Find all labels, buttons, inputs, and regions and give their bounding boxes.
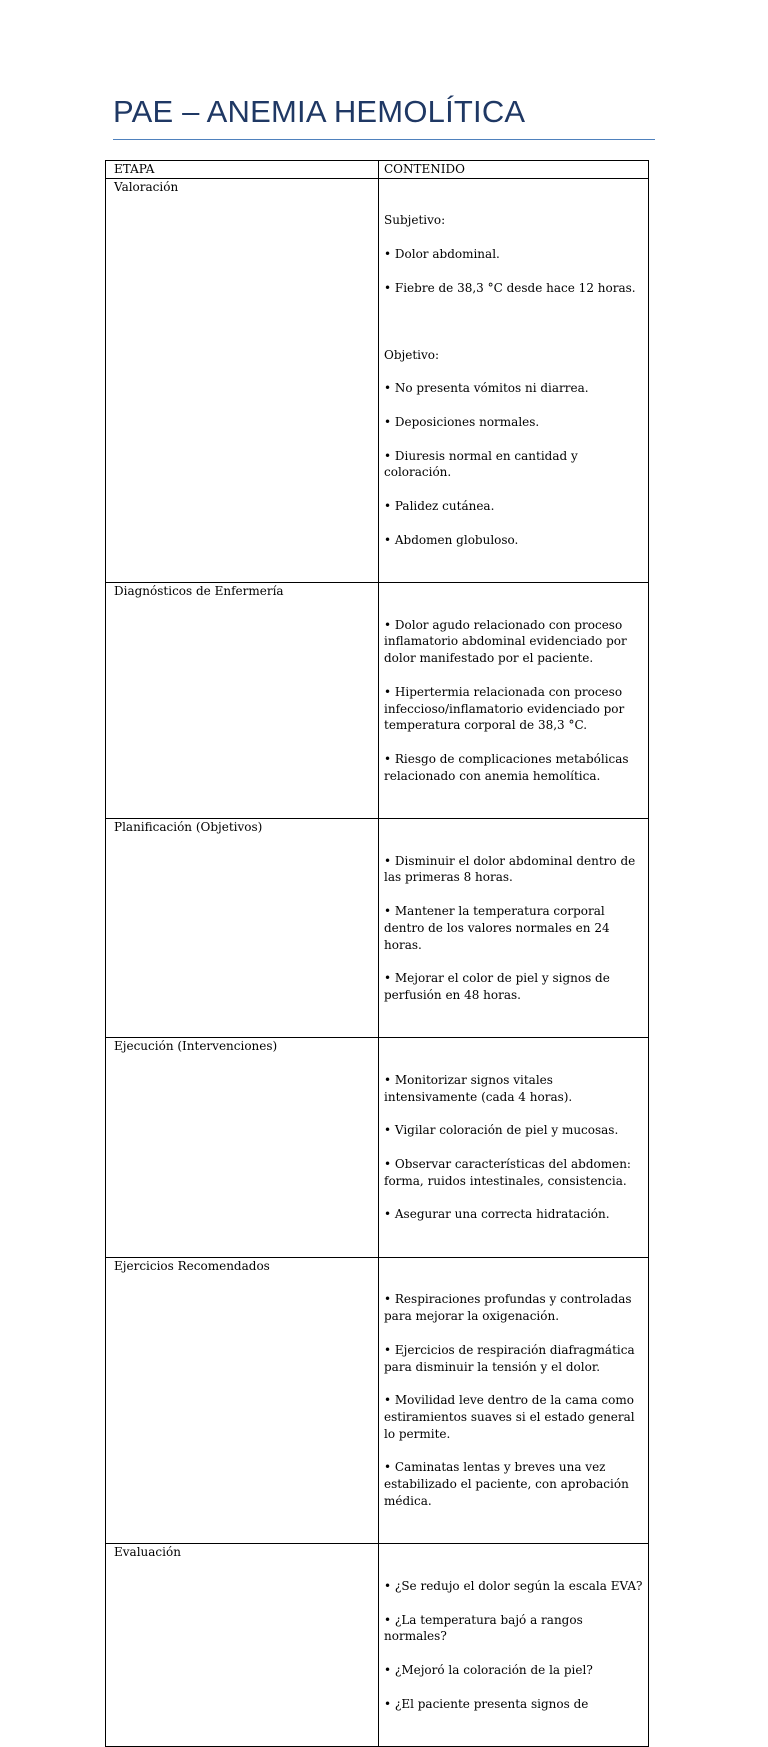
content-line: • ¿Mejoró la coloración de la piel? [384,1662,593,1677]
table-row [106,1257,649,1544]
etapa-cell: Valoración [106,178,379,582]
etapa-cell: Ejercicios Recomendados [106,1257,379,1544]
content-line: • ¿La temperatura bajó a rangos normales? [384,1612,583,1644]
header-etapa: ETAPA [106,161,379,179]
content-line: • Asegurar una correcta hidratación. [384,1207,610,1222]
content-line: • Respiraciones profundas y controladas para mejorar la oxigenación. [384,1292,632,1324]
table-header-row [106,161,649,179]
content-line: • ¿Se redujo el dolor según la escala EVA? [384,1578,643,1593]
content-line: Objetivo: [384,347,440,362]
table-row [106,178,649,582]
content-line: • Dolor abdominal. [384,246,500,261]
content-line: • No presenta vómitos ni diarrea. [384,381,589,396]
contenido-cell [379,1544,649,1747]
content-line: • Vigilar coloración de piel y mucosas. [384,1123,619,1138]
content-line: • ¿El paciente presenta signos de [384,1696,589,1711]
content-line: • Riesgo de complicaciones metabólicas relacionado con anemia hemolítica. [384,751,629,783]
table-row [106,819,649,1038]
contenido-cell [379,819,649,1038]
contenido-cell [379,1038,649,1257]
contenido-cell [379,582,649,818]
contenido-cell [379,178,649,582]
content-line [384,313,647,330]
content-line: • Dolor agudo relacionado con proceso inflamatorio abdominal evidenciado por dolor manifestado por el paciente. [384,617,627,666]
etapa-cell: Ejecución (Intervenciones) [106,1038,379,1257]
content-line: Subjetivo: [384,213,446,228]
header-contenido: CONTENIDO [379,161,649,179]
content-line: • Observar características del abdomen: forma, ruidos intestinales, consistencia. [384,1157,631,1188]
table-row [106,1544,649,1747]
document-title: PAE – ANEMIA HEMOLÍTICA [113,94,526,129]
content-line: • Diuresis normal en cantidad y coloración. [384,448,578,480]
content-line: • Abdomen globuloso. [384,532,519,547]
content-line: • Deposiciones normales. [384,414,540,429]
etapa-cell: Diagnósticos de Enfermería [106,582,379,818]
table-row [106,1038,649,1257]
etapa-cell: Planificación (Objetivos) [106,819,379,1038]
content-line: • Caminatas lentas y breves una vez estabilizado el paciente, con aprobación médica. [384,1460,629,1508]
contenido-cell [379,1257,649,1544]
table-row [106,582,649,818]
content-line: • Palidez cutánea. [384,498,495,513]
content-line: • Hipertermia relacionada con proceso infeccioso/inflamatorio evidenciado por temperatura corporal de 38,3 °C. [384,684,625,733]
title-underline [113,139,655,140]
content-line: • Mantener la temperatura corporal dentro de los valores normales en 24 horas. [384,904,610,952]
etapa-cell: Evaluación [106,1544,379,1747]
pae-table [105,160,649,1747]
content-line: • Ejercicios de respiración diafragmática para disminuir la tensión y el dolor. [384,1342,635,1374]
content-line: • Monitorizar signos vitales intensivamente (cada 4 horas). [384,1073,573,1104]
content-line: • Movilidad leve dentro de la cama como estiramientos suaves si el estado general lo permite. [384,1393,635,1441]
content-line: • Disminuir el dolor abdominal dentro de las primeras 8 horas. [384,853,636,885]
content-line: • Mejorar el color de piel y signos de perfusión en 48 horas. [384,971,610,1003]
content-line: • Fiebre de 38,3 °C desde hace 12 horas. [384,280,636,295]
